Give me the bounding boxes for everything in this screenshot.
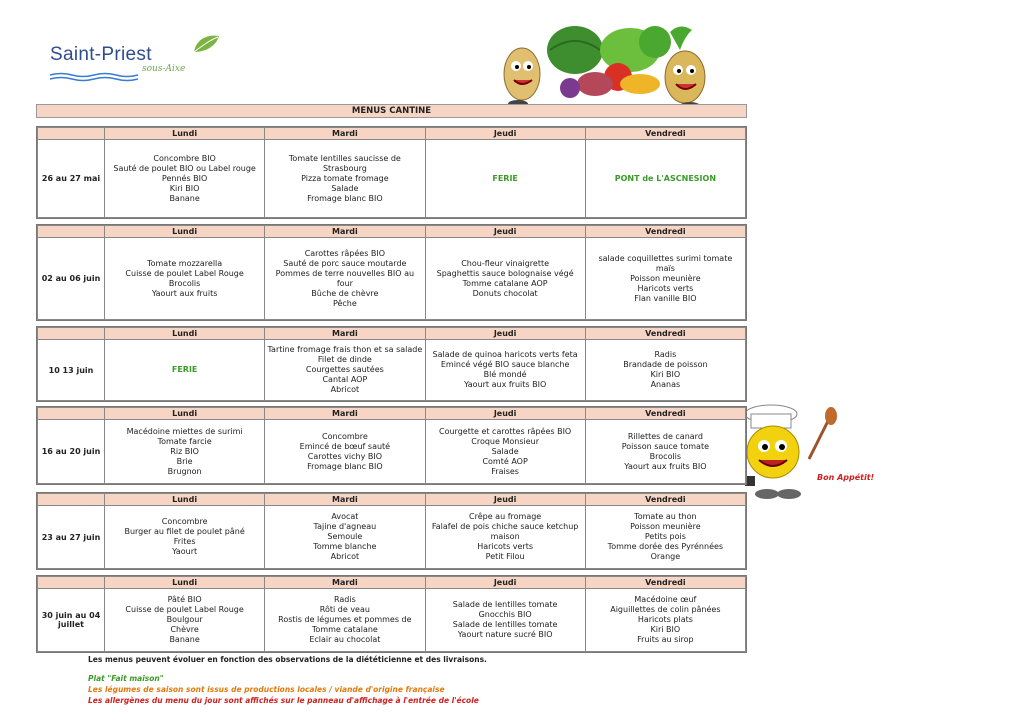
menu-item: Salade de quinoa haricots verts feta	[432, 350, 578, 359]
chef-illustration	[737, 404, 875, 504]
day-header: Jeudi	[425, 128, 585, 140]
menu-item: Rôti de veau	[319, 605, 370, 614]
menu-item: Semoule	[327, 532, 363, 541]
menu-cell-vendredi	[585, 506, 745, 569]
day-header: Mardi	[265, 328, 425, 340]
menu-cell-lundi	[105, 589, 265, 652]
menu-cell-lundi	[105, 506, 265, 569]
note-legumes: Les légumes de saison sont issus de productions locales / viande d'origine française	[88, 685, 445, 694]
week-table	[36, 326, 747, 402]
menu-item: Spaghettis sauce bolognaise végé	[436, 268, 574, 278]
menu-item: Aiguillettes de colin pânées	[610, 605, 721, 614]
menu-item: Cantal AOP	[322, 375, 368, 384]
menu-cell-vendredi	[585, 140, 745, 218]
menu-cell-mardi	[265, 420, 425, 484]
week-dates: 02 au 06 juin	[38, 238, 105, 320]
day-header: Lundi	[105, 408, 265, 420]
day-header: Vendredi	[585, 408, 745, 420]
menu-item: Croque Monsieur	[471, 436, 539, 446]
header-blank	[38, 577, 105, 589]
day-header: Vendredi	[585, 226, 745, 238]
menu-item: Pêche	[332, 298, 357, 308]
menu-item: Riz BIO	[170, 446, 199, 456]
menu-cell-jeudi	[425, 340, 585, 401]
menu-cell-mardi	[265, 589, 425, 652]
week-table	[36, 492, 747, 570]
menu-item: Radis	[333, 595, 356, 604]
menu-item: Brocolis	[649, 451, 682, 461]
day-header: Mardi	[265, 128, 425, 140]
menu-item: FERIE	[492, 173, 518, 183]
day-header: Mardi	[265, 408, 425, 420]
menu-item: Cuisse de poulet Label Rouge	[125, 268, 244, 278]
menu-item: Macédoine miettes de surimi	[126, 426, 243, 436]
waves-icon	[50, 72, 140, 82]
menu-item: Yaourt aux fruits BIO	[463, 380, 547, 389]
day-header: Jeudi	[425, 408, 585, 420]
leaf-icon	[192, 34, 220, 54]
menu-item: Haricots verts	[477, 542, 534, 551]
vegetables-illustration	[480, 22, 720, 112]
menu-cell-vendredi	[585, 420, 745, 484]
menu-item: Petit Filou	[485, 552, 525, 561]
header-blank	[38, 494, 105, 506]
menu-item: Salade	[331, 183, 359, 193]
menu-item: Rillettes de canard	[627, 431, 703, 441]
day-header: Vendredi	[585, 494, 745, 506]
menu-item: Banane	[169, 193, 200, 203]
note-allergenes: Les allergènes du menu du jour sont affichés sur le panneau d'affichage à l'entrée de l'école	[88, 696, 479, 705]
menu-item: Bûche de chèvre	[311, 288, 379, 298]
week-table	[36, 575, 747, 653]
menu-item: Fromage blanc BIO	[307, 193, 383, 203]
menu-item: Filet de dinde	[317, 355, 372, 364]
note-menus: Les menus peuvent évoluer en fonction des observations de la diététicienne et des livraisons.	[88, 655, 487, 664]
week-table	[36, 224, 747, 321]
menu-item: Gnocchis BIO	[478, 610, 532, 619]
menu-item: Frites	[173, 537, 196, 546]
day-header: Jeudi	[425, 328, 585, 340]
menu-cell-jeudi	[425, 506, 585, 569]
menu-item: Kiri BIO	[650, 370, 681, 379]
menu-item: Emincé végé BIO sauce blanche	[440, 360, 570, 369]
menu-cell-jeudi	[425, 420, 585, 484]
menu-cell-vendredi	[585, 589, 745, 652]
menu-item: Salade de lentilles tomate	[452, 620, 558, 629]
chef-caption: Bon Appétit!	[817, 473, 875, 482]
menu-cell-vendredi	[585, 340, 745, 401]
menu-item: Emincé de bœuf sauté	[299, 441, 391, 451]
menu-item: Brandade de poisson	[623, 360, 708, 369]
menu-item: Tomme blanche	[313, 542, 377, 551]
menu-item: Courgette et carottes râpées BIO	[439, 426, 572, 436]
menu-item: FERIE	[171, 365, 198, 374]
day-header: Jeudi	[425, 226, 585, 238]
note-fait-maison: Plat "Fait maison"	[88, 674, 164, 683]
menu-item: Radis	[654, 350, 677, 359]
day-header: Lundi	[105, 577, 265, 589]
menu-item: Haricots plats	[637, 615, 693, 624]
notes	[88, 654, 487, 706]
menu-item: salade coquillettes surimi tomate maïs	[598, 253, 733, 273]
logo-title: Saint-Priest	[50, 44, 152, 65]
menu-item: Concombre	[322, 431, 368, 441]
day-header: Mardi	[265, 494, 425, 506]
menu-cell-jeudi	[425, 238, 585, 320]
menu-item: Tomate lentilles saucisse de Strasbourg	[288, 153, 401, 173]
menu-item: Tomme catalane AOP	[462, 278, 548, 288]
menu-item: Brocolis	[168, 278, 201, 288]
menu-item: Poisson meunière	[630, 273, 701, 283]
day-header: Lundi	[105, 328, 265, 340]
menu-item: Falafel de pois chiche sauce ketchup maison	[431, 522, 579, 541]
menu-item: Pommes de terre nouvelles BIO au four	[275, 268, 415, 288]
menu-item: Fruits au sirop	[637, 635, 694, 644]
day-header: Vendredi	[585, 128, 745, 140]
day-header: Lundi	[105, 128, 265, 140]
menu-item: Salade	[491, 446, 519, 456]
menu-item: Crêpe au fromage	[469, 512, 542, 521]
menu-cell-lundi	[105, 238, 265, 320]
menu-item: Banane	[169, 635, 200, 644]
menu-cell-mardi	[265, 340, 425, 401]
menu-cell-mardi	[265, 238, 425, 320]
menu-item: Pizza tomate fromage	[301, 173, 389, 183]
menu-item: Flan vanille BIO	[634, 293, 697, 303]
week-dates: 16 au 20 juin	[38, 420, 105, 484]
menu-item: Ananas	[650, 380, 681, 389]
menu-item: Chèvre	[170, 625, 199, 634]
menu-item: Tomate au thon	[634, 512, 697, 521]
menu-item: PONT de L'ASCNESION	[614, 173, 717, 183]
menu-item: Brugnon	[167, 466, 202, 476]
menu-item: Tartine fromage frais thon et sa salade	[267, 345, 423, 354]
menu-item: Concombre	[161, 517, 208, 526]
menu-item: Kiri BIO	[169, 183, 200, 193]
logo-subtitle: sous-Aixe	[142, 64, 186, 74]
menu-item: Donuts chocolat	[472, 288, 538, 298]
menu-item: Chou-fleur vinaigrette	[461, 258, 550, 268]
menu-item: Yaourt	[172, 547, 198, 556]
menu-item: Pennés BIO	[161, 173, 208, 183]
day-header: Lundi	[105, 226, 265, 238]
menu-cell-jeudi	[425, 589, 585, 652]
menu-item: Poisson sauce tomate	[621, 441, 710, 451]
menu-item: Yaourt nature sucré BIO	[457, 630, 553, 639]
week-dates: 30 juin au 04 juillet	[38, 589, 105, 652]
menu-cell-mardi	[265, 140, 425, 218]
menu-cell-lundi	[105, 140, 265, 218]
menu-item: Kiri BIO	[650, 625, 681, 634]
week-table	[36, 126, 747, 219]
day-header: Jeudi	[425, 494, 585, 506]
menu-item: Tajine d'agneau	[313, 522, 377, 531]
menu-item: Tomate farcie	[157, 436, 212, 446]
menu-item: Carottes vichy BIO	[307, 451, 382, 461]
day-header: Mardi	[265, 226, 425, 238]
menu-cell-mardi	[265, 506, 425, 569]
menu-item: Fromage blanc BIO	[307, 461, 383, 471]
header-blank	[38, 128, 105, 140]
menu-item: Boulgour	[166, 615, 203, 624]
menu-item: Avocat	[331, 512, 359, 521]
menu-item: Yaourt aux fruits	[151, 288, 218, 298]
menu-cell-lundi	[105, 420, 265, 484]
header-blank	[38, 328, 105, 340]
menu-item: Blé mondé	[483, 370, 527, 379]
logo	[50, 34, 225, 84]
menu-item: Fraises	[491, 466, 519, 476]
menu-item: Orange	[650, 552, 681, 561]
menu-item: Abricot	[330, 552, 360, 561]
menu-item: Salade de lentilles tomate	[452, 600, 558, 609]
menu-item: Sauté de poulet BIO ou Label rouge	[113, 163, 256, 173]
menu-cell-vendredi	[585, 238, 745, 320]
menu-item: Abricot	[330, 385, 360, 394]
menu-item: Tomme catalane	[311, 625, 378, 634]
menu-item: Poisson meunière	[630, 522, 701, 531]
menu-cell-jeudi	[425, 140, 585, 218]
menu-item: Eclair au chocolat	[309, 635, 381, 644]
header-blank	[38, 408, 105, 420]
day-header: Lundi	[105, 494, 265, 506]
menu-item: Macédoine œuf	[634, 595, 697, 604]
menu-item: Petits pois	[644, 532, 686, 541]
header-blank	[38, 226, 105, 238]
page-title: MENUS CANTINE	[36, 104, 747, 118]
menu-item: Carottes râpées BIO	[304, 248, 386, 258]
week-dates: 26 au 27 mai	[38, 140, 105, 218]
menu-item: Comté AOP	[482, 456, 528, 466]
menu-item: Rostis de légumes et pommes de	[278, 615, 412, 624]
menu-item: Yaourt aux fruits BIO	[624, 461, 707, 471]
menu-item: Tomate mozzarella	[147, 258, 223, 268]
menu-cell-lundi	[105, 340, 265, 401]
menu-item: Sauté de porc sauce moutarde	[283, 258, 407, 268]
menu-item: Haricots verts	[637, 283, 694, 293]
week-dates: 23 au 27 juin	[38, 506, 105, 569]
week-table	[36, 406, 747, 485]
menu-item: Brie	[176, 456, 193, 466]
week-dates: 10 13 juin	[38, 340, 105, 401]
menu-item: Courgettes sautées	[305, 365, 384, 374]
menu-item: Cuisse de poulet Label Rouge	[125, 605, 244, 614]
menu-item: Tomme dorée des Pyrénnées	[607, 542, 724, 551]
day-header: Mardi	[265, 577, 425, 589]
day-header: Vendredi	[585, 577, 745, 589]
menu-item: Concombre BIO	[153, 153, 216, 163]
day-header: Vendredi	[585, 328, 745, 340]
menu-item: Burger au filet de poulet pâné	[124, 527, 245, 536]
menu-item: Pâté BIO	[167, 595, 202, 604]
day-header: Jeudi	[425, 577, 585, 589]
